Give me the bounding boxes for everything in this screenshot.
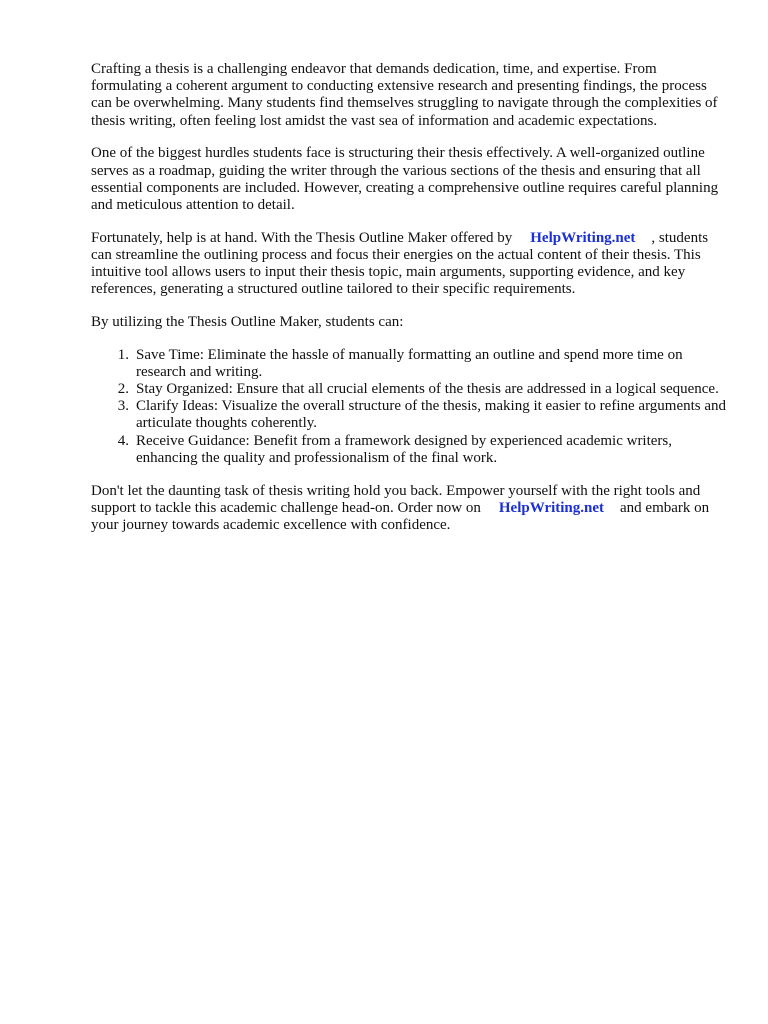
benefits-list (91, 347, 731, 467)
list-item-number: 1. (117, 346, 129, 363)
helpwriting-link[interactable]: HelpWriting.net (530, 229, 636, 246)
paragraph-intro: Crafting a thesis is a challenging endeavor that demands dedication, time, and expertise. From formulating a coherent argument to conducting extensive research and presenting findings, the process can be overwhelming. Many students find themselves struggling to navigate through the complexities of thesis writing, often feeling lost amidst the vast sea of information and academic expectations. (91, 61, 718, 129)
list-item-number: 4. (117, 432, 129, 449)
list-item-text: Save Time: Eliminate the hassle of manually formatting an outline and spend more time on research and writing. (136, 346, 683, 380)
helpwriting-link[interactable]: HelpWriting.net (498, 499, 605, 516)
list-item-text: Receive Guidance: Benefit from a framework designed by experienced academic writers, enhancing the quality and professionalism of the final work. (136, 432, 673, 466)
paragraph-cta-text-after: and embark on your journey towards academic excellence with confidence. (91, 499, 710, 533)
paragraph-help-text-before: Fortunately, help is at hand. With the Thesis Outline Maker offered by (91, 229, 513, 246)
paragraph-outline-hurdle: One of the biggest hurdles students face is structuring their thesis effectively. A well-organized outline serves as a roadmap, guiding the writer through the various sections of the thesis and ensuring that all essential components are included. However, creating a comprehensive outline requires careful planning and meticulous attention to detail. (91, 145, 719, 213)
list-item (91, 381, 731, 398)
paragraph-cta-text-before: Don't let the daunting task of thesis writing hold you back. Empower yourself with the right tools and support to tackle this academic challenge head-on. Order now on (91, 482, 701, 516)
paragraph-call-to-action (91, 483, 731, 535)
list-item-text: Stay Organized: Ensure that all crucial elements of the thesis are addressed in a logical sequence. (136, 381, 719, 398)
list-item-number: 3. (117, 398, 129, 415)
list-item (91, 433, 731, 467)
list-item (91, 398, 731, 432)
list-item-number: 2. (117, 381, 129, 398)
paragraph-benefits-intro: By utilizing the Thesis Outline Maker, students can: (91, 313, 404, 330)
paragraph-help-text-after: , students can streamline the outlining process and focus their energies on the actual content of their thesis. This intuitive tool allows users to input their thesis topic, main arguments, supporting evidence, and key references, generating a structured outline tailored to their specific requirements. (91, 229, 709, 298)
document-body (91, 61, 731, 550)
list-item (91, 347, 731, 381)
paragraph-help (91, 230, 731, 299)
list-item-text: Clarify Ideas: Visualize the overall structure of the thesis, making it easier to refine arguments and articulate thoughts coherently. (136, 398, 727, 432)
